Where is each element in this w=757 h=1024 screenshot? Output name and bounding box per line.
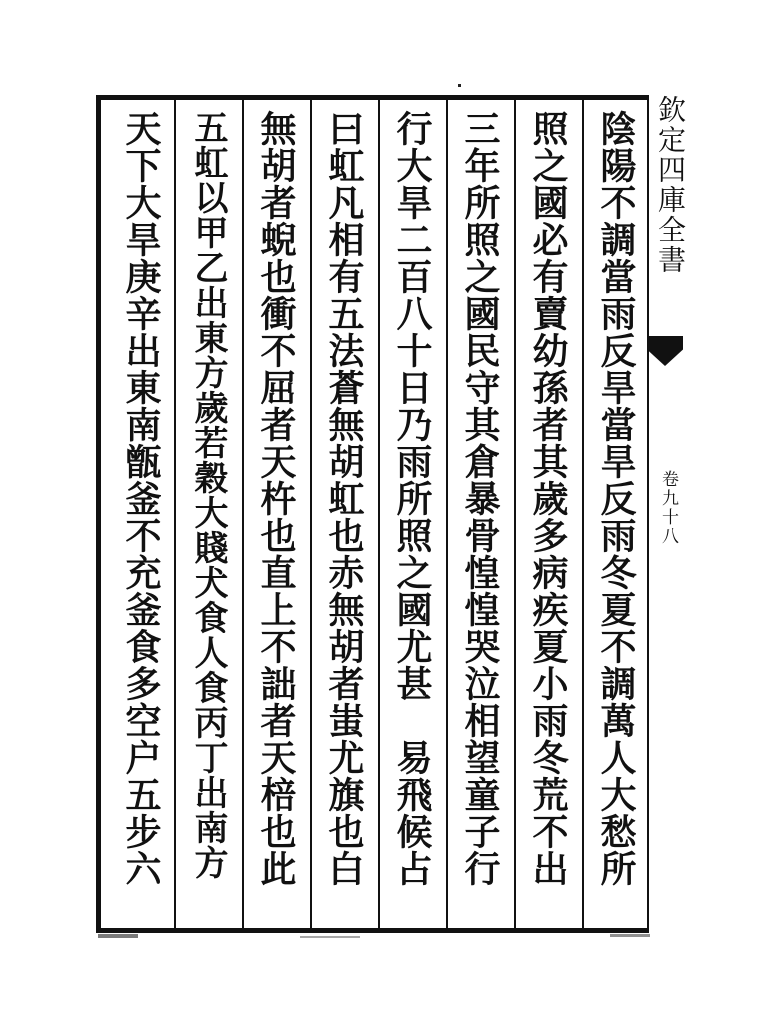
fishtail-mark [647, 336, 683, 366]
text-column-5 [321, 110, 367, 910]
scan-speck [300, 936, 360, 938]
column-rule [582, 100, 584, 928]
column-text: 五虹以甲乙出東方歲若穀大賤犬食人食丙丁出南方 [188, 110, 228, 880]
column-rule [378, 100, 380, 928]
column-text: 無胡者蜺也衝不屈者天杵也直上不詘者天棓也此 [255, 110, 297, 887]
text-column-2 [525, 110, 571, 910]
column-text: 三年所照之國民守其倉暴骨惶惶哭泣相望童子行 [459, 110, 501, 887]
column-rule [310, 100, 312, 928]
text-column-8 [118, 110, 164, 910]
column-text: 天下大旱庚辛出東南甑釜不充釜食多空户五步六 [120, 110, 162, 887]
column-rule [446, 100, 448, 928]
column-rule [242, 100, 244, 928]
column-rule [514, 100, 516, 928]
scan-speck [458, 84, 461, 87]
column-text: 照之國必有賣幼孫者其歲多病疾夏小雨冬荒不出 [527, 110, 569, 887]
text-column-3 [457, 110, 503, 910]
column-rule [174, 100, 176, 928]
scan-speck [610, 934, 650, 937]
column-text: 行大旱二百八十日乃雨所照之國尤甚 易飛候占 [391, 110, 433, 887]
margin-volume-number: 卷九十八 [658, 470, 678, 546]
column-text: 陰陽不調當雨反旱當旱反雨冬夏不調萬人大愁所 [595, 110, 637, 887]
text-column-7 [185, 110, 231, 910]
margin-book-title: 欽定四庫全書 [654, 95, 687, 275]
text-column-1 [593, 110, 639, 910]
text-column-6 [253, 110, 299, 910]
text-column-4 [389, 110, 435, 910]
scan-speck [98, 934, 138, 938]
column-text: 曰虹凡相有五法蒼無胡虹也赤無胡者蚩尤旗也白 [323, 110, 365, 887]
